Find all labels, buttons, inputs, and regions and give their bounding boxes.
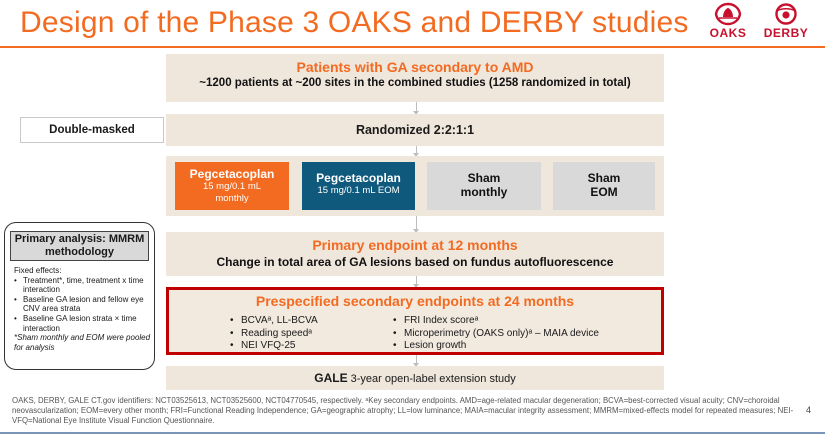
patients-heading: Patients with GA secondary to AMD	[296, 59, 534, 75]
arm-sham-eom	[553, 162, 655, 210]
connector-arrow	[416, 146, 417, 156]
patients-subtext: ~1200 patients at ~200 sites in the combined studies (1258 randomized in total)	[199, 77, 631, 89]
list-item: • Treatment*, time, treatment x time interaction	[14, 276, 152, 295]
treatment-arms	[166, 156, 664, 216]
connector-arrow	[416, 276, 417, 287]
secondary-endpoints-heading: Prespecified secondary endpoints at 24 months	[255, 293, 575, 309]
pooling-note: *Sham monthly and EOM were pooled for analysis	[14, 333, 151, 352]
derby-logo-text: DERBY	[763, 26, 809, 40]
secondary-endpoints-left-list	[229, 315, 318, 353]
oaks-eye-icon	[713, 2, 743, 26]
study-logos	[700, 2, 820, 44]
oaks-logo	[700, 2, 756, 40]
arm-name: Pegcetacoplan	[316, 171, 401, 185]
list-item: • Lesion growth	[392, 340, 599, 353]
patients-box	[166, 54, 664, 102]
arm-dose: 15 mg/0.1 mL	[202, 181, 262, 192]
list-item: • BCVAᵃ, LL-BCVA	[229, 315, 318, 328]
list-item: • Reading speedᵃ	[229, 328, 318, 341]
arm-name: Sham	[587, 171, 621, 185]
connector-arrow	[416, 102, 417, 114]
gale-name: GALE	[314, 371, 348, 385]
arm-name: Pegcetacoplan	[189, 167, 275, 181]
double-masked-label: Double-masked	[20, 117, 164, 143]
footnote-text: OAKS, DERBY, GALE CT.gov identifiers: NCT03525613, NCT03525600, NCT04770545, respectively. ᵃKey secondary endpoints. AMD=age-related macular degeneration; BCVA=best-corrected visual acuity; CNV=choroidal neovascularization; EOM=every other month; FRI=Functional Reading Independence; GA=geographic atrophy; LL=low luminance; MAIA=macular integrity assessment; MMRM=mixed-effects model for repeated measures; NEI-VFQ=National Eye Institute Visual Function Questionnaire.	[12, 396, 794, 425]
arm-pegcetacoplan-monthly	[175, 162, 289, 210]
page-number: 4	[806, 405, 812, 415]
gale-description: 3-year open-label extension study	[350, 373, 516, 385]
title-divider	[0, 46, 825, 48]
slide-title: Design of the Phase 3 OAKS and DERBY studies	[20, 6, 689, 39]
fixed-effects-label: Fixed effects:	[14, 266, 62, 275]
arm-schedule: monthly	[460, 185, 508, 199]
fixed-effects-list	[14, 276, 152, 334]
gale-extension-box	[166, 366, 664, 390]
connector-arrow	[416, 216, 417, 232]
primary-analysis-heading: Primary analysis: MMRM methodology	[10, 231, 149, 261]
primary-analysis-body	[14, 266, 152, 352]
arm-schedule: monthly	[215, 193, 249, 204]
connector-arrow	[416, 355, 417, 366]
arm-pegcetacoplan-eom	[302, 162, 415, 210]
list-item: • Baseline GA lesion strata × time interaction	[14, 314, 152, 333]
derby-logo	[754, 2, 818, 40]
derby-eye-icon	[771, 2, 801, 26]
primary-endpoint-box	[166, 232, 664, 276]
list-item: • NEI VFQ-25	[229, 340, 318, 353]
primary-endpoint-text: Change in total area of GA lesions based on fundus autofluorescence	[216, 255, 614, 269]
list-item: • Baseline GA lesion and fellow eye CNV area strata	[14, 295, 152, 314]
arm-name: Sham	[467, 171, 501, 185]
primary-endpoint-heading: Primary endpoint at 12 months	[312, 237, 518, 253]
list-item: • Microperimetry (OAKS only)ᵃ – MAIA device	[392, 328, 599, 341]
randomization-box: Randomized 2:2:1:1	[166, 114, 664, 146]
bottom-divider	[0, 432, 825, 434]
list-item: • FRI Index scoreᵃ	[392, 315, 599, 328]
primary-analysis-callout	[4, 222, 155, 370]
oaks-logo-text: OAKS	[709, 26, 747, 40]
arm-schedule: EOM	[590, 185, 618, 199]
secondary-endpoints-box	[166, 287, 664, 355]
secondary-endpoints-right-list	[392, 315, 599, 353]
arm-dose: 15 mg/0.1 mL EOM	[317, 185, 400, 196]
arm-sham-monthly	[427, 162, 541, 210]
